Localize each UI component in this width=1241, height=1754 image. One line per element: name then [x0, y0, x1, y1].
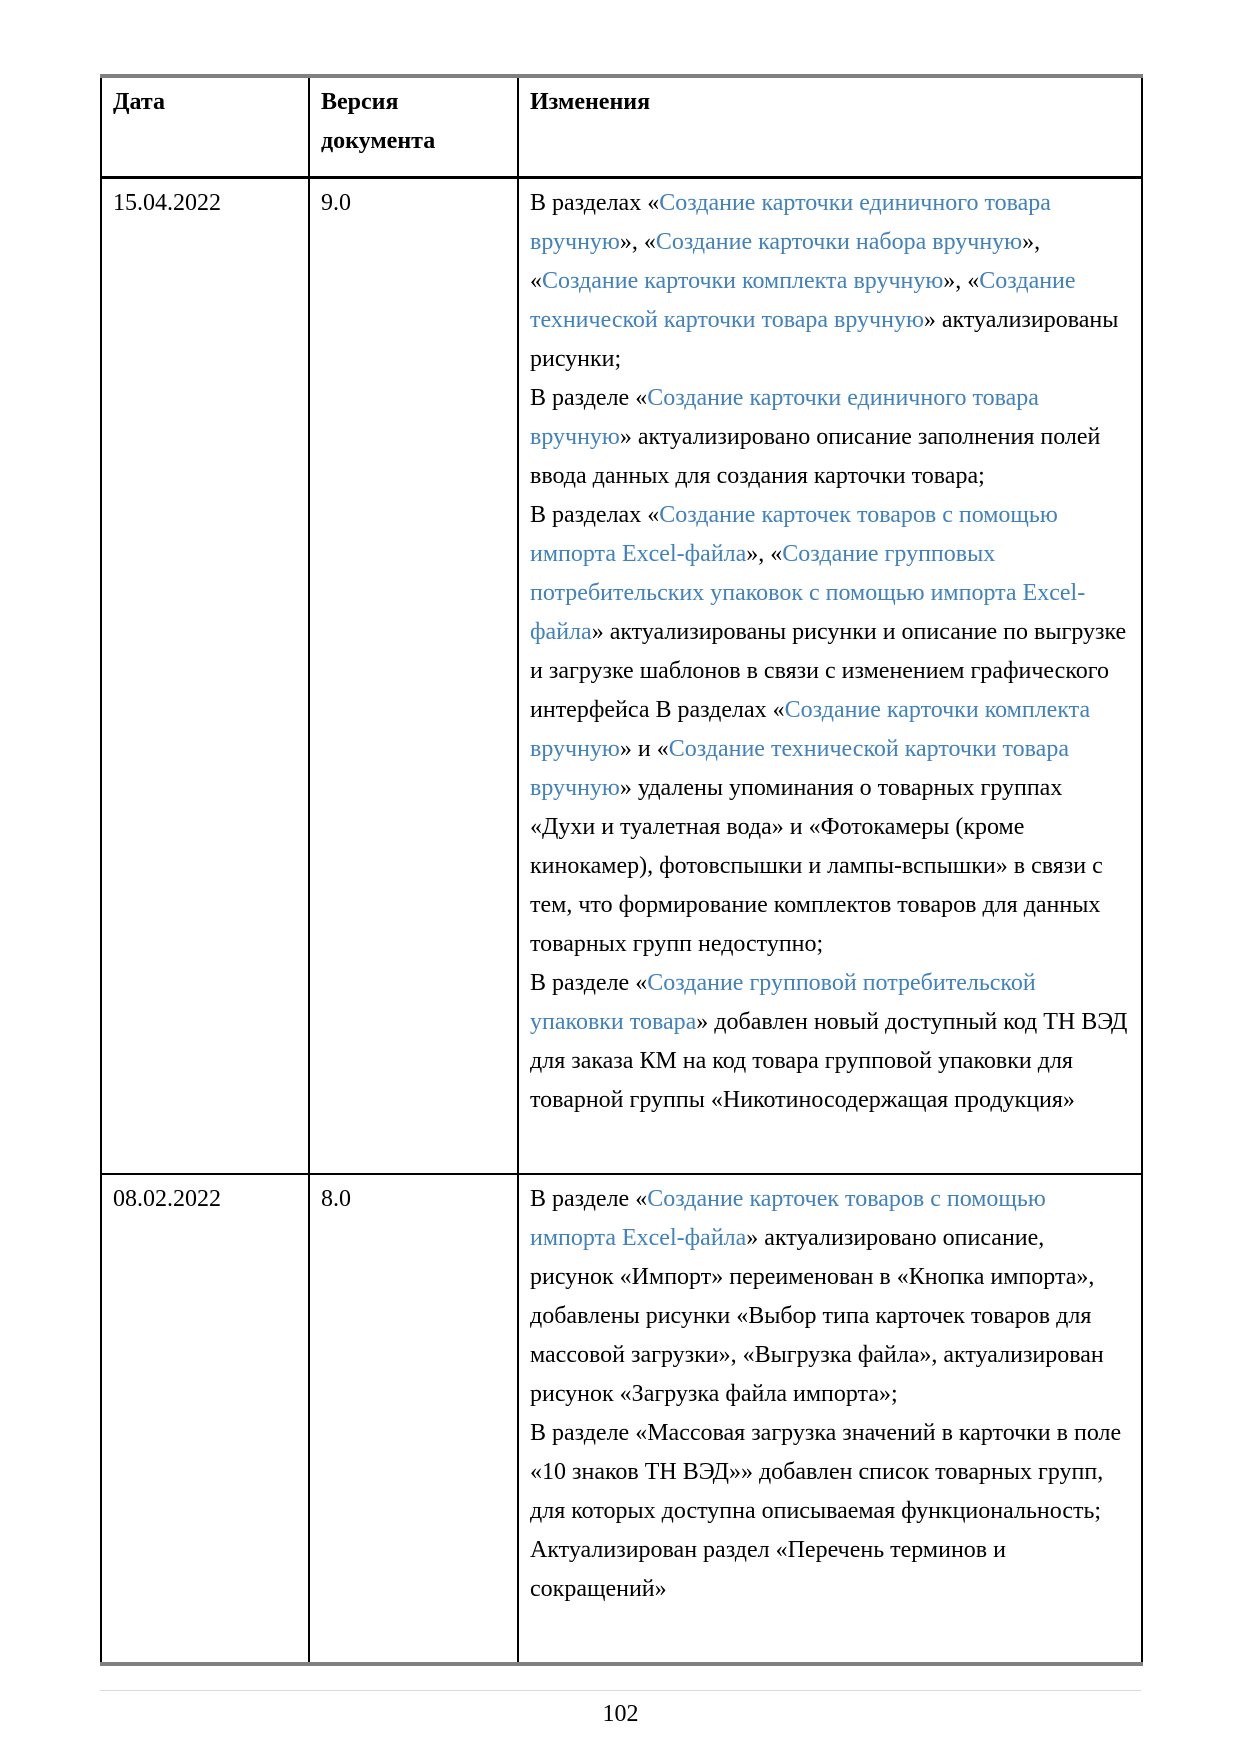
section-link[interactable]: Создание групповой потребительской упаковки товара [530, 970, 1036, 1035]
text-run: », « [530, 229, 1041, 294]
section-link[interactable]: Создание карточки комплекта вручную [530, 697, 1091, 762]
text-run: » актуализированы рисунки и описание по выгрузке и загрузке шаблонов в связи с изменением графического интерфейса В разделах « [530, 619, 1127, 723]
section-link[interactable]: Создание технической карточки товара вручную [530, 736, 1069, 801]
changes-paragraph [530, 496, 1133, 964]
text-run: » актуализировано описание, рисунок «Импорт» переименован в «Кнопка импорта», добавлены рисунки «Выбор типа карточек товаров для массовой загрузки», «Выгрузка файла», актуализирован рисунок «Загрузка файла импорта»; [530, 1225, 1104, 1407]
text-run: », « [746, 541, 783, 567]
column-header-version: Версия документа [309, 76, 518, 178]
changes-cell [518, 178, 1142, 1175]
text-run: В разделе « [530, 970, 648, 996]
text-run: В разделах « [530, 502, 660, 528]
text-run: » и « [619, 736, 669, 762]
changes-paragraph [530, 964, 1133, 1120]
changes-paragraph [530, 1414, 1133, 1531]
section-link[interactable]: Создание групповых потребительских упаковок с помощью импорта Excel-файла [530, 541, 1086, 645]
changes-content [530, 1180, 1133, 1609]
changes-paragraph [530, 1180, 1133, 1414]
text-run: », « [943, 268, 980, 294]
date-cell: 08.02.2022 [101, 1174, 309, 1664]
text-run: В разделах « [530, 190, 660, 216]
version-cell: 8.0 [309, 1174, 518, 1664]
header-row [101, 76, 1142, 178]
column-header-date: Дата [101, 76, 309, 178]
changes-paragraph [530, 184, 1133, 379]
text-run: » актуализированы рисунки; [530, 307, 1119, 372]
section-link[interactable]: Создание карточек товаров с помощью импорта Excel-файла [530, 1186, 1046, 1251]
section-link[interactable]: Создание технической карточки товара вручную [530, 268, 1076, 333]
text-run: » удалены упоминания о товарных группах «Духи и туалетная вода» и «Фотокамеры (кроме кинокамер), фотовспышки и лампы-вспышки» в связи с тем, что формирование комплектов товаров для данных товарных групп недоступно; [530, 775, 1103, 957]
section-link[interactable]: Создание карточек товаров с помощью импорта Excel-файла [530, 502, 1058, 567]
text-run: В разделе « [530, 1186, 648, 1212]
version-cell: 9.0 [309, 178, 518, 1175]
table-row [101, 178, 1142, 1175]
column-header-changes: Изменения [518, 76, 1142, 178]
text-run: », « [619, 229, 656, 255]
section-link[interactable]: Создание карточки набора вручную [655, 229, 1023, 255]
text-run: Актуализирован раздел «Перечень терминов и сокращений» [530, 1537, 1006, 1602]
changes-paragraph [530, 1531, 1133, 1609]
revision-history-table [100, 74, 1143, 1666]
section-link[interactable]: Создание карточки комплекта вручную [542, 268, 944, 294]
footer-divider [100, 1690, 1141, 1691]
changes-cell [518, 1174, 1142, 1664]
text-run: » актуализировано описание заполнения полей ввода данных для создания карточки товара; [530, 424, 1101, 489]
section-link[interactable]: Создание карточки единичного товара вручную [530, 190, 1051, 255]
section-link[interactable]: Создание карточки единичного товара вручную [530, 385, 1039, 450]
table-row [101, 1174, 1142, 1664]
page-number: 102 [602, 1701, 639, 1727]
text-run: В разделе « [530, 385, 648, 411]
text-run: » добавлен новый доступный код ТН ВЭД для заказа КМ на код товара групповой упаковки для товарной группы «Никотиносодержащая продукция» [530, 1009, 1128, 1113]
changes-paragraph [530, 379, 1133, 496]
text-run: В разделе «Массовая загрузка значений в карточки в поле «10 знаков ТН ВЭД»» добавлен список товарных групп, для которых доступна описываемая функциональность; [530, 1420, 1122, 1524]
changes-content [530, 184, 1133, 1120]
date-cell: 15.04.2022 [101, 178, 309, 1175]
